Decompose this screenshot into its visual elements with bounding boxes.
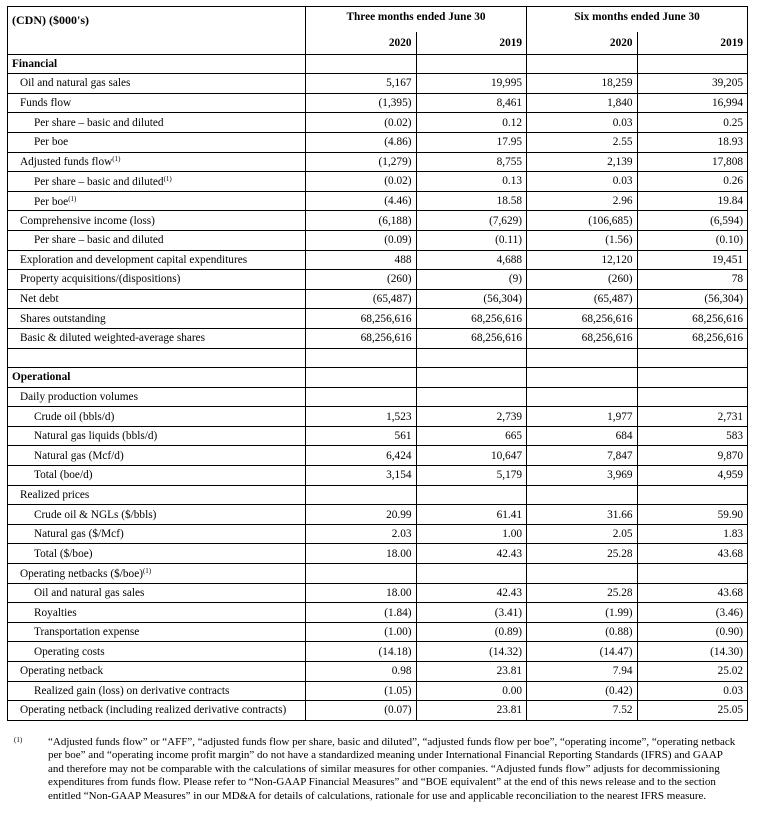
- table-row: [8, 211, 748, 231]
- value-cell: 7,847: [527, 446, 638, 466]
- value-cell: (14.30): [637, 642, 748, 662]
- row-label-cell: [8, 407, 306, 427]
- financial-summary-table: [7, 6, 748, 721]
- row-label-cell: [8, 603, 306, 623]
- table-body: [8, 54, 748, 720]
- value-cell: 0.25: [637, 113, 748, 133]
- row-label: Natural gas (Mcf/d): [34, 449, 124, 462]
- value-cell: 6,424: [306, 446, 417, 466]
- value-cell: (1.99): [527, 603, 638, 623]
- table-row: [8, 328, 748, 348]
- value-cell: 43.68: [637, 544, 748, 564]
- value-cell: 43.68: [637, 583, 748, 603]
- row-label: Shares outstanding: [20, 312, 106, 325]
- value-cell: [416, 564, 527, 584]
- table-row: [8, 622, 748, 642]
- value-cell: 68,256,616: [416, 328, 527, 348]
- row-label: Operating netbacks ($/boe): [20, 567, 143, 580]
- table-row: [8, 152, 748, 172]
- value-cell: 7.52: [527, 701, 638, 721]
- row-label-cell: [8, 426, 306, 446]
- row-label-cell: [8, 564, 306, 584]
- footnote-reference: (1): [142, 566, 152, 575]
- value-cell: (1.56): [527, 230, 638, 250]
- row-label: Total ($/boe): [34, 547, 93, 560]
- value-cell: (0.11): [416, 230, 527, 250]
- value-cell: 4,959: [637, 466, 748, 486]
- row-label: Oil and natural gas sales: [20, 77, 131, 90]
- value-cell: 25.28: [527, 583, 638, 603]
- table-row: [8, 524, 748, 544]
- row-label: Per share – basic and diluted: [34, 175, 164, 188]
- value-cell: (1,279): [306, 152, 417, 172]
- value-cell: 23.81: [416, 662, 527, 682]
- value-cell: 561: [306, 426, 417, 446]
- value-cell: 17.95: [416, 132, 527, 152]
- row-label: Adjusted funds flow: [20, 156, 113, 169]
- row-label: Royalties: [34, 606, 77, 619]
- value-cell: (9): [416, 270, 527, 290]
- value-cell: (56,304): [416, 289, 527, 309]
- row-label: Net debt: [20, 293, 59, 306]
- row-label-cell: [8, 544, 306, 564]
- value-cell: [637, 564, 748, 584]
- table-row: [8, 74, 748, 94]
- value-cell: 2.05: [527, 524, 638, 544]
- row-label: Transportation expense: [34, 626, 140, 639]
- row-label-cell: [8, 270, 306, 290]
- value-cell: 10,647: [416, 446, 527, 466]
- footnote-marker: (1): [14, 736, 23, 744]
- row-label-cell: [8, 113, 306, 133]
- value-cell: [637, 387, 748, 407]
- section-header-blank: [637, 54, 748, 74]
- row-label-cell: [8, 466, 306, 486]
- table-row: [8, 701, 748, 721]
- table-row: [8, 230, 748, 250]
- value-cell: (65,487): [306, 289, 417, 309]
- value-cell: 4,688: [416, 250, 527, 270]
- section-header-blank: [306, 368, 417, 388]
- section-header-blank: [306, 54, 417, 74]
- spacer-cell: [637, 348, 748, 368]
- value-cell: 25.02: [637, 662, 748, 682]
- value-cell: (260): [306, 270, 417, 290]
- row-label-cell: [8, 622, 306, 642]
- spacer-cell: [8, 348, 306, 368]
- value-cell: (4.86): [306, 132, 417, 152]
- table-row: [8, 642, 748, 662]
- value-cell: 23.81: [416, 701, 527, 721]
- row-label-cell: [8, 328, 306, 348]
- value-cell: [527, 387, 638, 407]
- row-label: Natural gas liquids (bbls/d): [34, 430, 158, 443]
- row-label-cell: [8, 642, 306, 662]
- value-cell: 0.00: [416, 681, 527, 701]
- value-cell: 68,256,616: [527, 328, 638, 348]
- period-three-months: Three months ended June 30: [306, 7, 527, 32]
- row-label-cell: [8, 701, 306, 721]
- value-cell: (0.42): [527, 681, 638, 701]
- table-row: [8, 250, 748, 270]
- value-cell: 5,167: [306, 74, 417, 94]
- footnote-reference: (1): [163, 174, 172, 183]
- value-cell: (3.46): [637, 603, 748, 623]
- value-cell: 17,808: [637, 152, 748, 172]
- value-cell: [527, 485, 638, 505]
- value-cell: 68,256,616: [306, 309, 417, 329]
- value-cell: 25.28: [527, 544, 638, 564]
- value-cell: (0.02): [306, 113, 417, 133]
- value-cell: 18.00: [306, 544, 417, 564]
- value-cell: (6,594): [637, 211, 748, 231]
- row-label: Per share – basic and diluted: [34, 116, 164, 129]
- value-cell: 1,977: [527, 407, 638, 427]
- section-title: Financial: [8, 54, 306, 74]
- value-cell: (0.02): [306, 172, 417, 192]
- value-cell: 0.03: [527, 172, 638, 192]
- value-cell: [637, 485, 748, 505]
- value-cell: (0.90): [637, 622, 748, 642]
- table-row: [8, 544, 748, 564]
- value-cell: (3.41): [416, 603, 527, 623]
- value-cell: 0.13: [416, 172, 527, 192]
- value-cell: (14.18): [306, 642, 417, 662]
- value-cell: 8,755: [416, 152, 527, 172]
- section-header-blank: [416, 54, 527, 74]
- value-cell: 19,995: [416, 74, 527, 94]
- value-cell: (0.88): [527, 622, 638, 642]
- table-row: [8, 132, 748, 152]
- row-label: Per boe: [34, 195, 69, 208]
- value-cell: 7.94: [527, 662, 638, 682]
- value-cell: (0.10): [637, 230, 748, 250]
- value-cell: 59.90: [637, 505, 748, 525]
- row-label: Operating costs: [34, 645, 105, 658]
- row-label: Natural gas ($/Mcf): [34, 528, 124, 541]
- value-cell: (65,487): [527, 289, 638, 309]
- table-row: [8, 446, 748, 466]
- table-row: [8, 583, 748, 603]
- table-row: [8, 270, 748, 290]
- row-label-cell: [8, 524, 306, 544]
- row-label: Crude oil & NGLs ($/bbls): [34, 508, 157, 521]
- value-cell: 18.93: [637, 132, 748, 152]
- value-cell: 488: [306, 250, 417, 270]
- value-cell: 1.00: [416, 524, 527, 544]
- value-cell: 68,256,616: [416, 309, 527, 329]
- value-cell: 12,120: [527, 250, 638, 270]
- value-cell: 583: [637, 426, 748, 446]
- row-label: Exploration and development capital expenditures: [20, 253, 248, 266]
- value-cell: (0.07): [306, 701, 417, 721]
- value-cell: 19,451: [637, 250, 748, 270]
- value-cell: [416, 387, 527, 407]
- row-label: Basic & diluted weighted-average shares: [20, 332, 206, 345]
- table-row: [8, 426, 748, 446]
- row-label-cell: [8, 93, 306, 113]
- table-row: [8, 309, 748, 329]
- row-label-cell: [8, 74, 306, 94]
- spacer-cell: [306, 348, 417, 368]
- value-cell: 18,259: [527, 74, 638, 94]
- value-cell: 42.43: [416, 583, 527, 603]
- header-row-years: [8, 32, 748, 55]
- section-header-blank: [637, 368, 748, 388]
- value-cell: 684: [527, 426, 638, 446]
- year-header: 2019: [637, 32, 748, 55]
- table-row: [8, 466, 748, 486]
- section-spacer-row: [8, 348, 748, 368]
- table-row: [8, 387, 748, 407]
- value-cell: (14.32): [416, 642, 527, 662]
- value-cell: [306, 387, 417, 407]
- row-label-cell: [8, 230, 306, 250]
- row-label: Crude oil (bbls/d): [34, 410, 115, 423]
- section-header-row: [8, 54, 748, 74]
- value-cell: (0.89): [416, 622, 527, 642]
- value-cell: 2.03: [306, 524, 417, 544]
- value-cell: 16,994: [637, 93, 748, 113]
- header-blank-cell: [8, 32, 306, 55]
- value-cell: 18.58: [416, 191, 527, 211]
- value-cell: 3,969: [527, 466, 638, 486]
- value-cell: (4.46): [306, 191, 417, 211]
- table-row: [8, 191, 748, 211]
- row-label-cell: [8, 172, 306, 192]
- table-row: [8, 289, 748, 309]
- value-cell: 42.43: [416, 544, 527, 564]
- table-row: [8, 93, 748, 113]
- value-cell: [306, 485, 417, 505]
- row-label-cell: [8, 309, 306, 329]
- value-cell: 9,870: [637, 446, 748, 466]
- row-label-cell: [8, 485, 306, 505]
- value-cell: 0.03: [527, 113, 638, 133]
- value-cell: 1,840: [527, 93, 638, 113]
- value-cell: 20.99: [306, 505, 417, 525]
- footnote: [14, 736, 740, 803]
- row-label: Realized prices: [20, 488, 90, 501]
- table-row: [8, 662, 748, 682]
- section-header-blank: [527, 368, 638, 388]
- value-cell: (0.09): [306, 230, 417, 250]
- value-cell: 78: [637, 270, 748, 290]
- row-label: Oil and natural gas sales: [34, 586, 145, 599]
- row-label: Funds flow: [20, 97, 72, 110]
- value-cell: (1.05): [306, 681, 417, 701]
- row-label-cell: [8, 250, 306, 270]
- row-label-cell: [8, 505, 306, 525]
- value-cell: 8,461: [416, 93, 527, 113]
- value-cell: 68,256,616: [637, 309, 748, 329]
- value-cell: (7,629): [416, 211, 527, 231]
- year-header: 2020: [527, 32, 638, 55]
- row-label: Per boe: [34, 136, 69, 149]
- value-cell: 25.05: [637, 701, 748, 721]
- row-label: Realized gain (loss) on derivative contracts: [34, 684, 230, 697]
- value-cell: 0.26: [637, 172, 748, 192]
- row-label: Operating netback: [20, 665, 104, 678]
- row-label-cell: [8, 289, 306, 309]
- row-label: Per share – basic and diluted: [34, 234, 164, 247]
- value-cell: 2,731: [637, 407, 748, 427]
- spacer-cell: [527, 348, 638, 368]
- section-header-row: [8, 368, 748, 388]
- value-cell: 665: [416, 426, 527, 446]
- year-header: 2020: [306, 32, 417, 55]
- value-cell: 31.66: [527, 505, 638, 525]
- value-cell: 3,154: [306, 466, 417, 486]
- row-label-cell: [8, 191, 306, 211]
- row-label: Total (boe/d): [34, 469, 93, 482]
- value-cell: 5,179: [416, 466, 527, 486]
- value-cell: (1,395): [306, 93, 417, 113]
- row-label: Comprehensive income (loss): [20, 214, 155, 227]
- value-cell: (56,304): [637, 289, 748, 309]
- value-cell: 68,256,616: [306, 328, 417, 348]
- value-cell: 0.12: [416, 113, 527, 133]
- value-cell: 2,739: [416, 407, 527, 427]
- row-label-cell: [8, 152, 306, 172]
- row-label-cell: [8, 211, 306, 231]
- value-cell: 61.41: [416, 505, 527, 525]
- value-cell: 0.98: [306, 662, 417, 682]
- value-cell: (6,188): [306, 211, 417, 231]
- value-cell: 2.96: [527, 191, 638, 211]
- value-cell: 2.55: [527, 132, 638, 152]
- table-row: [8, 407, 748, 427]
- footnote-reference: (1): [68, 194, 77, 203]
- value-cell: 39,205: [637, 74, 748, 94]
- row-label: Operating netback (including realized derivative contracts): [20, 704, 287, 717]
- value-cell: 19.84: [637, 191, 748, 211]
- value-cell: 68,256,616: [637, 328, 748, 348]
- value-cell: 68,256,616: [527, 309, 638, 329]
- row-label: Daily production volumes: [20, 390, 138, 403]
- value-cell: [306, 564, 417, 584]
- table-row: [8, 172, 748, 192]
- table-row: [8, 681, 748, 701]
- value-cell: (106,685): [527, 211, 638, 231]
- value-cell: 1,523: [306, 407, 417, 427]
- value-cell: (1.84): [306, 603, 417, 623]
- table-row: [8, 113, 748, 133]
- value-cell: [416, 485, 527, 505]
- section-header-blank: [416, 368, 527, 388]
- value-cell: 18.00: [306, 583, 417, 603]
- section-header-blank: [527, 54, 638, 74]
- spacer-cell: [416, 348, 527, 368]
- row-label: Property acquisitions/(dispositions): [20, 273, 181, 286]
- table-row: [8, 505, 748, 525]
- table-row: [8, 485, 748, 505]
- year-header: 2019: [416, 32, 527, 55]
- table-row: [8, 564, 748, 584]
- value-cell: (1.00): [306, 622, 417, 642]
- value-cell: (260): [527, 270, 638, 290]
- value-cell: 1.83: [637, 524, 748, 544]
- section-title: Operational: [8, 368, 306, 388]
- row-label-cell: [8, 387, 306, 407]
- row-label-cell: [8, 583, 306, 603]
- footnote-text: “Adjusted funds flow” or “AFF”, “adjusted funds flow per share, basic and diluted”, “adjusted funds flow per boe”, “operating income”, “operating netback per boe” and “operating income profit margin” do not have a standardized meaning under International Financial Reporting Standards (IFRS) and GAAP and therefore may not be comparable with the calculations of similar measures for other companies. “Adjusted funds flow” adjusts for decommissioning expenditures from funds flow. Please refer to “Non-GAAP Financial Measures” and “BOE equivalent” at the end of this news release and to the section entitled “Non-GAAP Measures” in our MD&A for details of calculations, rationale for use and applicable reconciliation to the nearest IFRS measure.: [48, 736, 736, 802]
- value-cell: [527, 564, 638, 584]
- footnote-reference: (1): [112, 155, 121, 164]
- value-cell: 2,139: [527, 152, 638, 172]
- period-six-months: Six months ended June 30: [527, 7, 748, 32]
- units-label: (CDN) ($000's): [8, 7, 306, 32]
- value-cell: 0.03: [637, 681, 748, 701]
- row-label-cell: [8, 662, 306, 682]
- table-row: [8, 603, 748, 623]
- row-label-cell: [8, 446, 306, 466]
- row-label-cell: [8, 681, 306, 701]
- value-cell: (14.47): [527, 642, 638, 662]
- header-row-periods: [8, 7, 748, 32]
- row-label-cell: [8, 132, 306, 152]
